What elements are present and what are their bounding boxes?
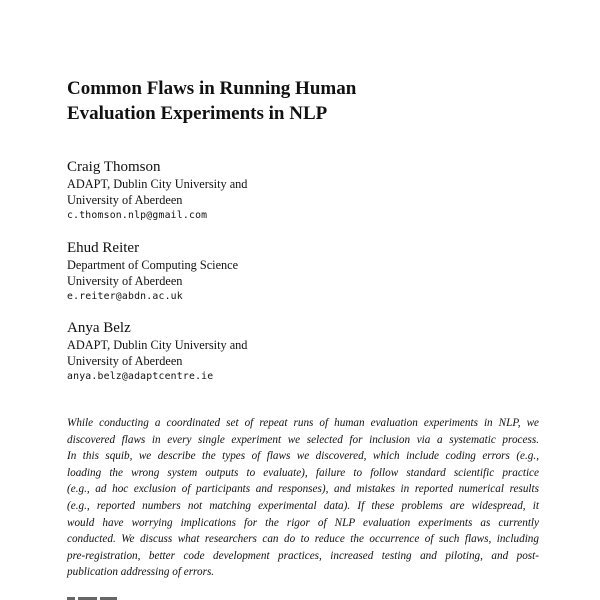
abstract	[67, 415, 539, 581]
abstract-line: (e.g., reported numbers not matching experimental data). If these problems are widespread, it	[67, 499, 539, 512]
paper-title-line: Evaluation Experiments in NLP	[67, 103, 328, 124]
abstract-line: conducted. We discuss what researchers can do to reduce the occurrence of such flaws, including	[67, 533, 539, 546]
author-affiliation-line: Department of Computing Science	[67, 258, 239, 272]
author-affiliation-line: University of Aberdeen	[67, 274, 183, 288]
author-block	[67, 158, 467, 224]
paper-title	[67, 76, 507, 126]
author-affiliation-line: ADAPT, Dublin City University and	[67, 338, 248, 352]
abstract-line: loading the wrong system outputs to evaluate), failure to follow standard scientific practice	[67, 466, 539, 479]
cropped-section-heading	[67, 594, 127, 600]
abstract-line: publication addressing of errors.	[67, 566, 215, 579]
author-affiliation-line: University of Aberdeen	[67, 354, 183, 368]
author-block	[67, 319, 467, 385]
author-email: c.thomson.nlp@gmail.com	[67, 210, 208, 221]
author-name: Anya Belz	[67, 320, 131, 336]
author-name: Craig Thomson	[67, 159, 161, 175]
author-affiliation-line: ADAPT, Dublin City University and	[67, 177, 248, 191]
author-email: e.reiter@abdn.ac.uk	[67, 291, 183, 302]
abstract-line: discovered flaws in every single experiment we selected for inclusion via a systematic process.	[67, 433, 539, 446]
paper-title-line: Common Flaws in Running Human	[67, 78, 357, 99]
author-name: Ehud Reiter	[67, 240, 140, 256]
abstract-line: pre-registration, better code development practices, increased testing and piloting, and post-	[67, 549, 539, 562]
abstract-line: would have worrying implications for the rigor of NLP evaluation experiments as currently	[67, 516, 539, 529]
author-block	[67, 239, 467, 305]
abstract-line: (e.g., ad hoc exclusion of participants and responses), and mistakes in reported numerical results	[67, 483, 539, 496]
author-email: anya.belz@adaptcentre.ie	[67, 371, 214, 382]
author-affiliation-line: University of Aberdeen	[67, 193, 183, 207]
abstract-line: In this squib, we describe the types of flaws we discovered, which include coding errors (e.g.,	[67, 450, 539, 463]
abstract-line: While conducting a coordinated set of repeat runs of human evaluation experiments in NLP, we	[67, 417, 539, 429]
